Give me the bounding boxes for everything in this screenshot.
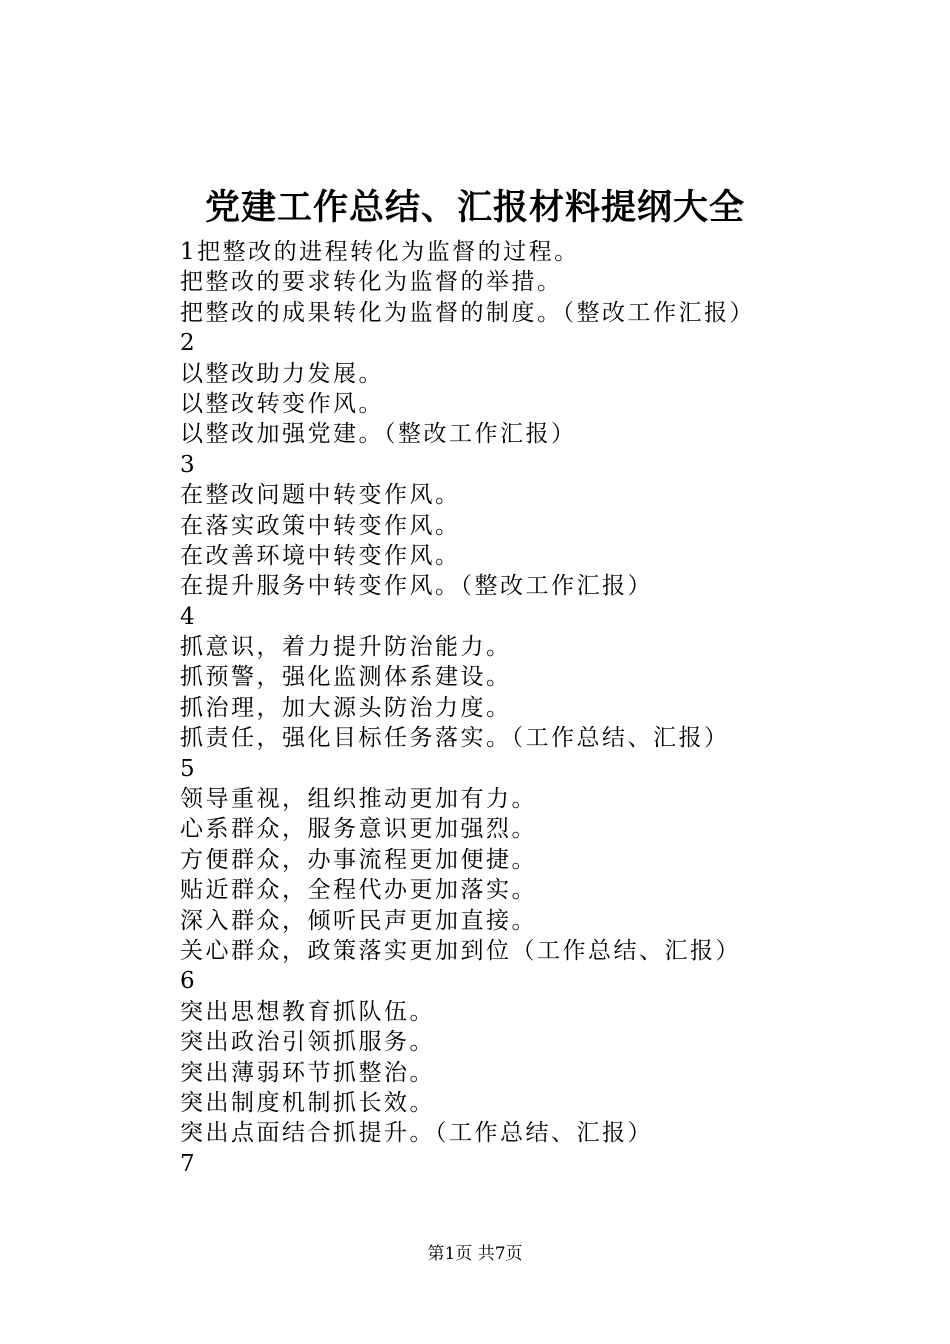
text-line: 方便群众，办事流程更加便捷。 (180, 846, 537, 873)
text-line: 在提升服务中转变作风。（整改工作汇报） (180, 573, 653, 600)
text-line: 深入群众，倾听民声更加直接。 (180, 907, 537, 934)
text-line: 以整改助力发展。 (180, 360, 384, 387)
document-title: 党建工作总结、汇报材料提纲大全 (204, 187, 745, 228)
text-line: 突出点面结合抓提升。（工作总结、汇报） (180, 1120, 653, 1147)
text-line: 突出思想教育抓队伍。 (180, 998, 435, 1025)
text-line: 关心群众，政策落实更加到位（工作总结、汇报） (180, 937, 741, 964)
section-number: 7 (180, 1150, 198, 1177)
text-line: 抓治理，加大源头防治力度。 (180, 694, 512, 721)
text-line: 贴近群众，全程代办更加落实。 (180, 877, 537, 904)
text-line: 以整改加强党建。（整改工作汇报） (180, 421, 577, 448)
text-line: 在整改问题中转变作风。 (180, 482, 461, 509)
text-line: 以整改转变作风。 (180, 390, 384, 417)
section-number: 4 (180, 603, 198, 630)
text-line: 在改善环境中转变作风。 (180, 542, 461, 569)
page-footer: 第1页 共7页 (427, 1244, 523, 1264)
section-number: 6 (180, 968, 198, 995)
text-line: 把整改的成果转化为监督的制度。（整改工作汇报） (180, 299, 755, 326)
text-line: 把整改的要求转化为监督的举措。 (180, 269, 563, 296)
text-line: 心系群众，服务意识更加强烈。 (180, 816, 537, 843)
text-line: 抓预警，强化监测体系建设。 (180, 664, 512, 691)
section-number: 3 (180, 451, 198, 478)
text-line: 突出政治引领抓服务。 (180, 1029, 435, 1056)
text-line: 抓意识，着力提升防治能力。 (180, 634, 512, 661)
text-line: 突出薄弱环节抓整治。 (180, 1059, 435, 1086)
text-line: 在落实政策中转变作风。 (180, 512, 461, 539)
text-line: 抓责任，强化目标任务落实。（工作总结、汇报） (180, 725, 730, 752)
text-line: 1把整改的进程转化为监督的过程。 (180, 239, 580, 265)
document-body (180, 237, 900, 1179)
text-line: 领导重视，组织推动更加有力。 (180, 786, 537, 813)
text-line: 突出制度机制抓长效。 (180, 1089, 435, 1116)
section-number: 5 (180, 755, 198, 782)
section-number: 2 (180, 330, 198, 357)
